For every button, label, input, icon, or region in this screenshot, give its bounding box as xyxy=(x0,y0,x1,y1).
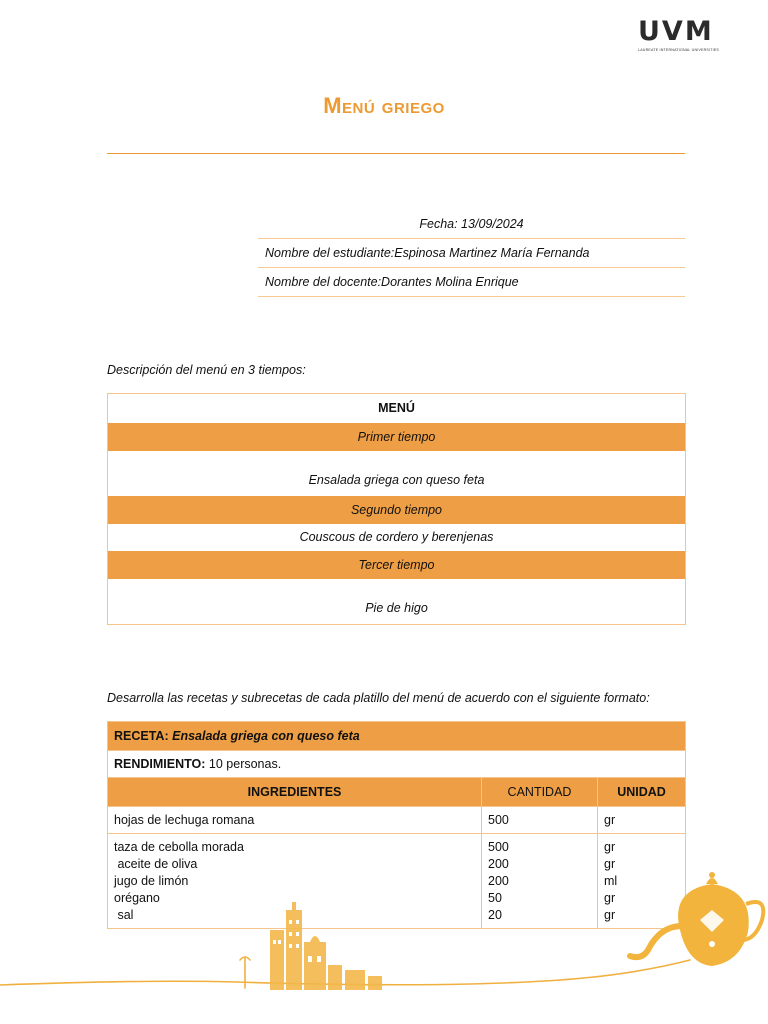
quantity-line: 200 xyxy=(488,856,509,871)
unit-cell: gr xyxy=(598,807,686,834)
course-dish: Pie de higo xyxy=(365,601,428,615)
ingredient-line: jugo de limón xyxy=(114,873,189,888)
recipe-name: Ensalada griega con queso feta xyxy=(172,729,360,743)
recipes-intro: Desarrolla las recetas y subrecetas de cada platillo del menú de acuerdo con el siguiente formato: xyxy=(107,691,650,705)
logo-subtitle: LAUREATE INTERNATIONAL UNIVERSITIES xyxy=(638,48,720,52)
recipe-title-cell xyxy=(108,722,686,751)
footer-decoration xyxy=(0,870,768,1024)
course-dish: Ensalada griega con queso feta xyxy=(308,473,485,487)
quantity-line: 50 xyxy=(488,890,502,905)
ingredient-line: orégano xyxy=(114,890,160,905)
course-label: Segundo tiempo xyxy=(108,496,685,524)
table-row xyxy=(108,807,686,834)
unit-line: gr xyxy=(604,890,616,905)
quantity-line: 500 xyxy=(488,839,509,854)
uvm-logo xyxy=(638,18,720,54)
yield-label: RENDIMIENTO: xyxy=(114,757,206,771)
yield-value: 10 personas. xyxy=(205,757,282,771)
recipe-title-row xyxy=(108,722,686,751)
ingredient-line: sal xyxy=(114,907,134,922)
skyline-illustration xyxy=(270,902,382,990)
quantity-line: 200 xyxy=(488,873,509,888)
title-divider xyxy=(107,153,685,154)
menu-table xyxy=(107,393,686,625)
meta-block xyxy=(258,210,685,297)
teacher-name-field: Nombre del docente:Dorantes Molina Enrique xyxy=(258,268,685,297)
unit-line: ml xyxy=(604,873,618,888)
course-dish: Couscous de cordero y berenjenas xyxy=(299,530,494,544)
col-ingredientes: INGREDIENTES xyxy=(108,778,482,807)
page-title: Menú griego xyxy=(323,93,445,118)
quantity-cell: 500 xyxy=(482,807,598,834)
menu-header: MENÚ xyxy=(378,401,415,415)
recipe-label: RECETA: xyxy=(114,729,169,743)
logo-text: UVM xyxy=(638,16,714,47)
course-label: Tercer tiempo xyxy=(108,551,685,579)
menu-intro: Descripción del menú en 3 tiempos: xyxy=(107,363,306,377)
quantity-line: 20 xyxy=(488,907,502,922)
yield-cell xyxy=(108,751,686,778)
ingredient-line: aceite de oliva xyxy=(114,856,198,871)
course-label: Primer tiempo xyxy=(108,423,685,451)
col-unidad: UNIDAD xyxy=(598,778,686,807)
unit-line: gr xyxy=(604,839,616,854)
ingredient-line: taza de cebolla morada xyxy=(114,839,244,854)
teapot-illustration xyxy=(630,872,763,966)
yield-row xyxy=(108,751,686,778)
ingredient-cell: hojas de lechuga romana xyxy=(108,807,482,834)
unit-line: gr xyxy=(604,907,616,922)
unit-line: gr xyxy=(604,856,616,871)
col-cantidad: CANTIDAD xyxy=(482,778,598,807)
student-name-field: Nombre del estudiante:Espinosa Martinez María Fernanda xyxy=(258,239,685,268)
fecha-field: Fecha: 13/09/2024 xyxy=(258,210,685,239)
table-header-row xyxy=(108,778,686,807)
lamp-post xyxy=(240,957,250,988)
